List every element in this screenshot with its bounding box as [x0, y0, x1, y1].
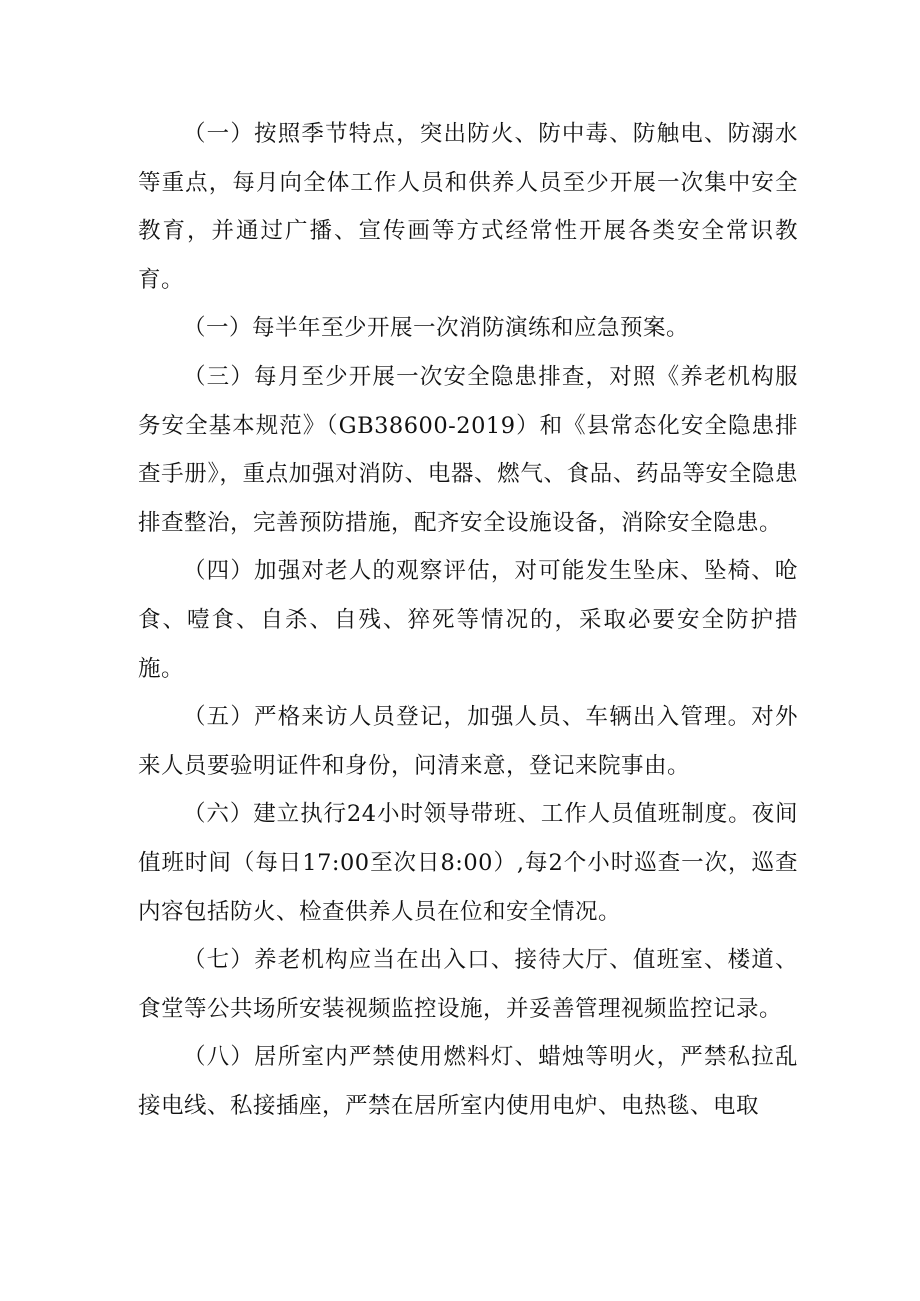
paragraph-safety-education: （一）按照季节特点，突出防火、防中毒、防触电、防溺水等重点，每月向全体工作人员和供养人员至少开展一次集中安全教育，并通过广播、宣传画等方式经常性开展各类安全常识教育。 — [138, 121, 798, 293]
paragraph-video-surveillance: （七）养老机构应当在出入口、接待大厅、值班室、楼道、食堂等公共场所安装视频监控设施，并妥善管理视频监控记录。 — [138, 947, 798, 1022]
paragraph-duty-system: （六）建立执行24小时领导带班、工作人员值班制度。夜间值班时间（每日17:00至次日8:00）,每2个小时巡查一次，巡查内容包括防火、检查供养人员在位和安全情况。 — [138, 801, 798, 925]
paragraph-fire-drill: （一）每半年至少开展一次消防演练和应急预案。 — [183, 315, 690, 342]
paragraph-hazard-inspection: （三）每月至少开展一次安全隐患排查，对照《养老机构服务安全基本规范》（GB38600-2019）和《县常态化安全隐患排查手册》，重点加强对消防、电器、燃气、食品、药品等安全隐患排查整治，完善预防措施，配齐安全设施设备，消除安全隐患。 — [138, 363, 798, 536]
paragraph-elderly-assessment: （四）加强对老人的观察评估，对可能发生坠床、坠椅、呛食、噎食、自杀、自残、猝死等情况的，采取必要安全防护措施。 — [138, 558, 798, 682]
paragraph-open-flame-ban: （八）居所室内严禁使用燃料灯、蜡烛等明火，严禁私拉乱接电线、私接插座，严禁在居所室内使用电炉、电热毯、电取 — [138, 1044, 798, 1119]
paragraph-visitor-registration: （五）严格来访人员登记，加强人员、车辆出入管理。对外来人员要验明证件和身份，问清来意，登记来院事由。 — [138, 704, 798, 779]
document-body — [138, 110, 798, 1130]
